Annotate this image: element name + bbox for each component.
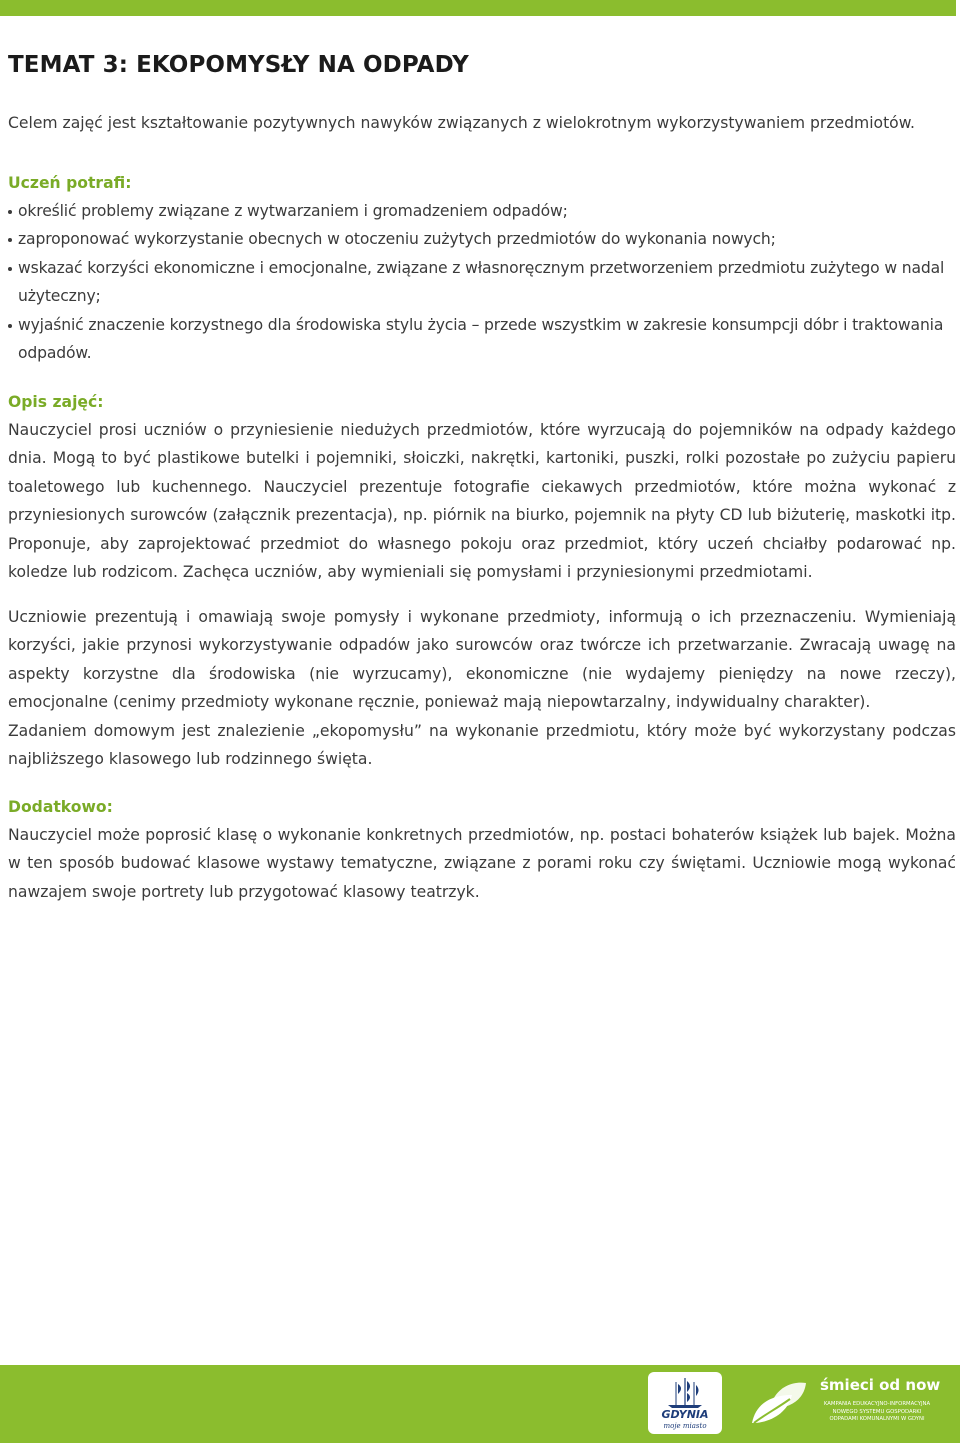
gdynia-logo-name: GDYNIA (661, 1408, 709, 1421)
bullet-icon (8, 238, 12, 242)
sailing-ship-icon (648, 1372, 722, 1412)
bullet-icon (8, 324, 12, 328)
description-paragraph: Nauczyciel prosi uczniów o przyniesienie niedużych przedmiotów, które wyrzucają do pojemników na odpady każdego dnia. Mogą to być plastikowe butelki i pojemniki, słoiczki, nakrętki, kartoniki, puszki, rolki pozostałe po zużyciu papieru toaletowego lub kuchennego. Nauczyciel prezentuje fotografie ciekawych przedmiotów, które można wykonać z przyniesionych surowców (załącznik prezentacja), np. piórnik na biurko, pojemnik na płyty CD lub biżuterię, maskotki itp. Proponuje, aby zaprojektować przedmiot do własnego pokoju oraz przedmiot, który uczeń chciałby podarować np. koledze lub rodzicom. Zachęca uczniów, aby wymieniali się pomysłami i przyniesionymi przedmiotami. (8, 420, 956, 581)
footer-bar (0, 1365, 960, 1443)
description-paragraph: Zadaniem domowym jest znalezienie „ekopomysłu” na wykonanie przedmiotu, który może być wykorzystany podczas najbliższego klasowego lub rodzinnego święta. (8, 721, 956, 768)
page-title: TEMAT 3: EKOPOMYSŁY NA ODPADY (8, 52, 469, 78)
bullet-icon (8, 210, 12, 214)
list-item-text: wskazać korzyści ekonomiczne i emocjonalne, związane z własnoręcznym przetworzeniem przedmiotu zużytego w nadal użyteczny; (18, 258, 945, 305)
extra-heading: Dodatkowo: (8, 797, 113, 816)
description-heading: Opis zajęć: (8, 392, 104, 411)
campaign-brand: śmieci od now (820, 1376, 941, 1394)
description-paragraph: Uczniowie prezentują i omawiają swoje pomysły i wykonane przedmioty, informują o ich przeznaczeniu. Wymieniają korzyści, jakie przynosi wykorzystywanie odpadów jako surowców oraz twórcze ich przetwarzanie. Zwracają uwagę na aspekty korzystne dla środowiska (nie wyrzucamy), ekonomiczne (nie wydajemy pieniędzy na nowe rzeczy), emocjonalne (cenimy przedmioty wykonane ręcznie, ponieważ mają niepowtarzalny, indywidualny charakter). (8, 607, 956, 711)
top-accent-stripe (0, 0, 956, 16)
list-item-text: zaproponować wykorzystanie obecnych w otoczeniu zużytych przedmiotów do wykonania nowych; (18, 230, 776, 248)
list-item (8, 197, 956, 226)
skills-heading: Uczeń potrafi: (8, 173, 132, 192)
gdynia-logo-tagline: moje miasto (663, 1422, 707, 1430)
list-item-text: wyjaśnić znaczenie korzystnego dla środowiska stylu życia – przede wszystkim w zakresie konsumpcji dóbr i traktowania odpadów. (18, 315, 944, 362)
list-item (8, 311, 956, 368)
skills-list (8, 197, 956, 368)
document-body (8, 52, 956, 906)
list-item-text: określić problemy związane z wytwarzaniem i gromadzeniem odpadów; (18, 201, 568, 220)
campaign-subtitle: KAMPANIA EDUKACYJNO-INFORMACYJNA NOWEGO SYSTEMU GOSPODARKI ODPADAMI KOMUNALNYMI W GDYNI (823, 1401, 931, 1423)
bullet-icon (8, 267, 12, 271)
top-accent-bar (0, 0, 960, 18)
list-item (8, 225, 956, 254)
description-section (8, 416, 956, 774)
list-item (8, 254, 956, 311)
extra-paragraph: Nauczyciel może poprosić klasę o wykonanie konkretnych przedmiotów, np. postaci bohaterów książek lub bajek. Można w ten sposób budować klasowe wystawy tematyczne, związane z porami roku czy świętami. Uczniowie mogą wykonać nawzajem swoje portrety lub przygotować klasowy teatrzyk. (8, 825, 956, 901)
leaf-icon (748, 1373, 808, 1433)
gdynia-logo (648, 1372, 722, 1434)
extra-section (8, 821, 956, 907)
intro-paragraph: Celem zajęć jest kształtowanie pozytywnych nawyków związanych z wielokrotnym wykorzystywaniem przedmiotów. (8, 114, 916, 132)
